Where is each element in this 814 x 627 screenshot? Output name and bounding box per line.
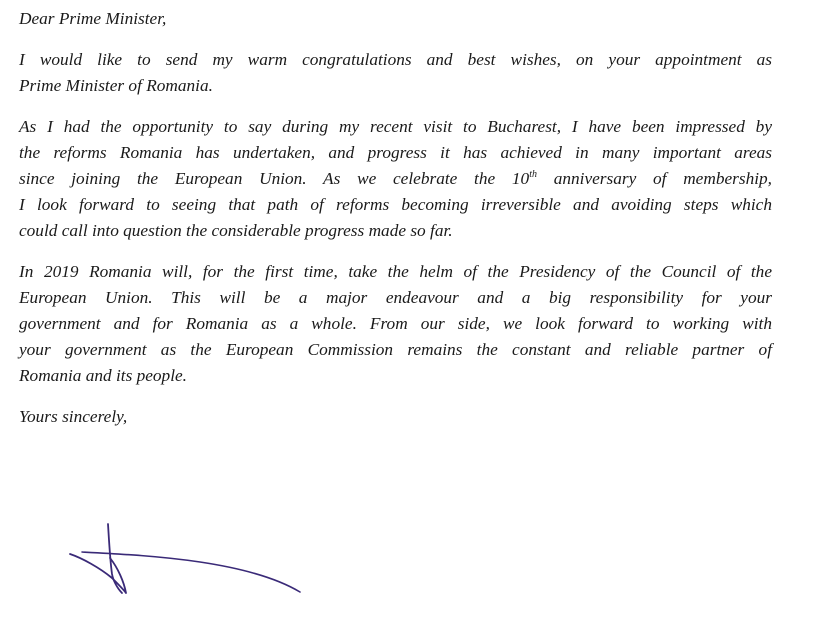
paragraph-line: As I had the opportunity to say during my recent visit to Bucharest, I have been impressed by xyxy=(19,117,772,136)
paragraph-line: your government as the European Commission remains the constant and reliable partner of xyxy=(19,340,772,359)
signature-sweep xyxy=(82,552,300,592)
paragraph-line-anniversary xyxy=(19,166,772,192)
anniversary-text-before: since joining the European Union. As we celebrate the 10 xyxy=(19,169,530,188)
paragraph-line: Prime Minister of Romania. xyxy=(19,76,213,95)
paragraph-line: Romania and its people. xyxy=(19,366,187,385)
paragraph-line: could call into question the considerable progress made so far. xyxy=(19,221,453,240)
paragraph-reforms xyxy=(19,114,772,244)
paragraph-line: the reforms Romania has undertaken, and progress it has achieved in many important areas xyxy=(19,143,772,162)
closing: Yours sincerely, xyxy=(19,407,128,426)
paragraph-line: European Union. This will be a major endeavour and a big responsibility for your xyxy=(19,288,772,307)
ordinal-superscript: th xyxy=(529,169,537,180)
salutation: Dear Prime Minister, xyxy=(19,9,167,28)
paragraph-line: government and for Romania as a whole. From our side, we look forward to working with xyxy=(19,314,772,333)
paragraph-congratulations xyxy=(19,47,772,99)
paragraph-line: I would like to send my warm congratulations and best wishes, on your appointment as xyxy=(19,50,772,69)
letter-body xyxy=(19,6,772,430)
paragraph-presidency xyxy=(19,259,772,389)
paragraph-line: I look forward to seeing that path of reforms becoming irreversible and avoiding steps which xyxy=(19,195,772,214)
paragraph-line: In 2019 Romania will, for the first time, take the helm of the Presidency of the Council of the xyxy=(19,262,772,281)
handwritten-signature xyxy=(60,522,310,602)
anniversary-text-after: anniversary of membership, xyxy=(536,169,772,188)
